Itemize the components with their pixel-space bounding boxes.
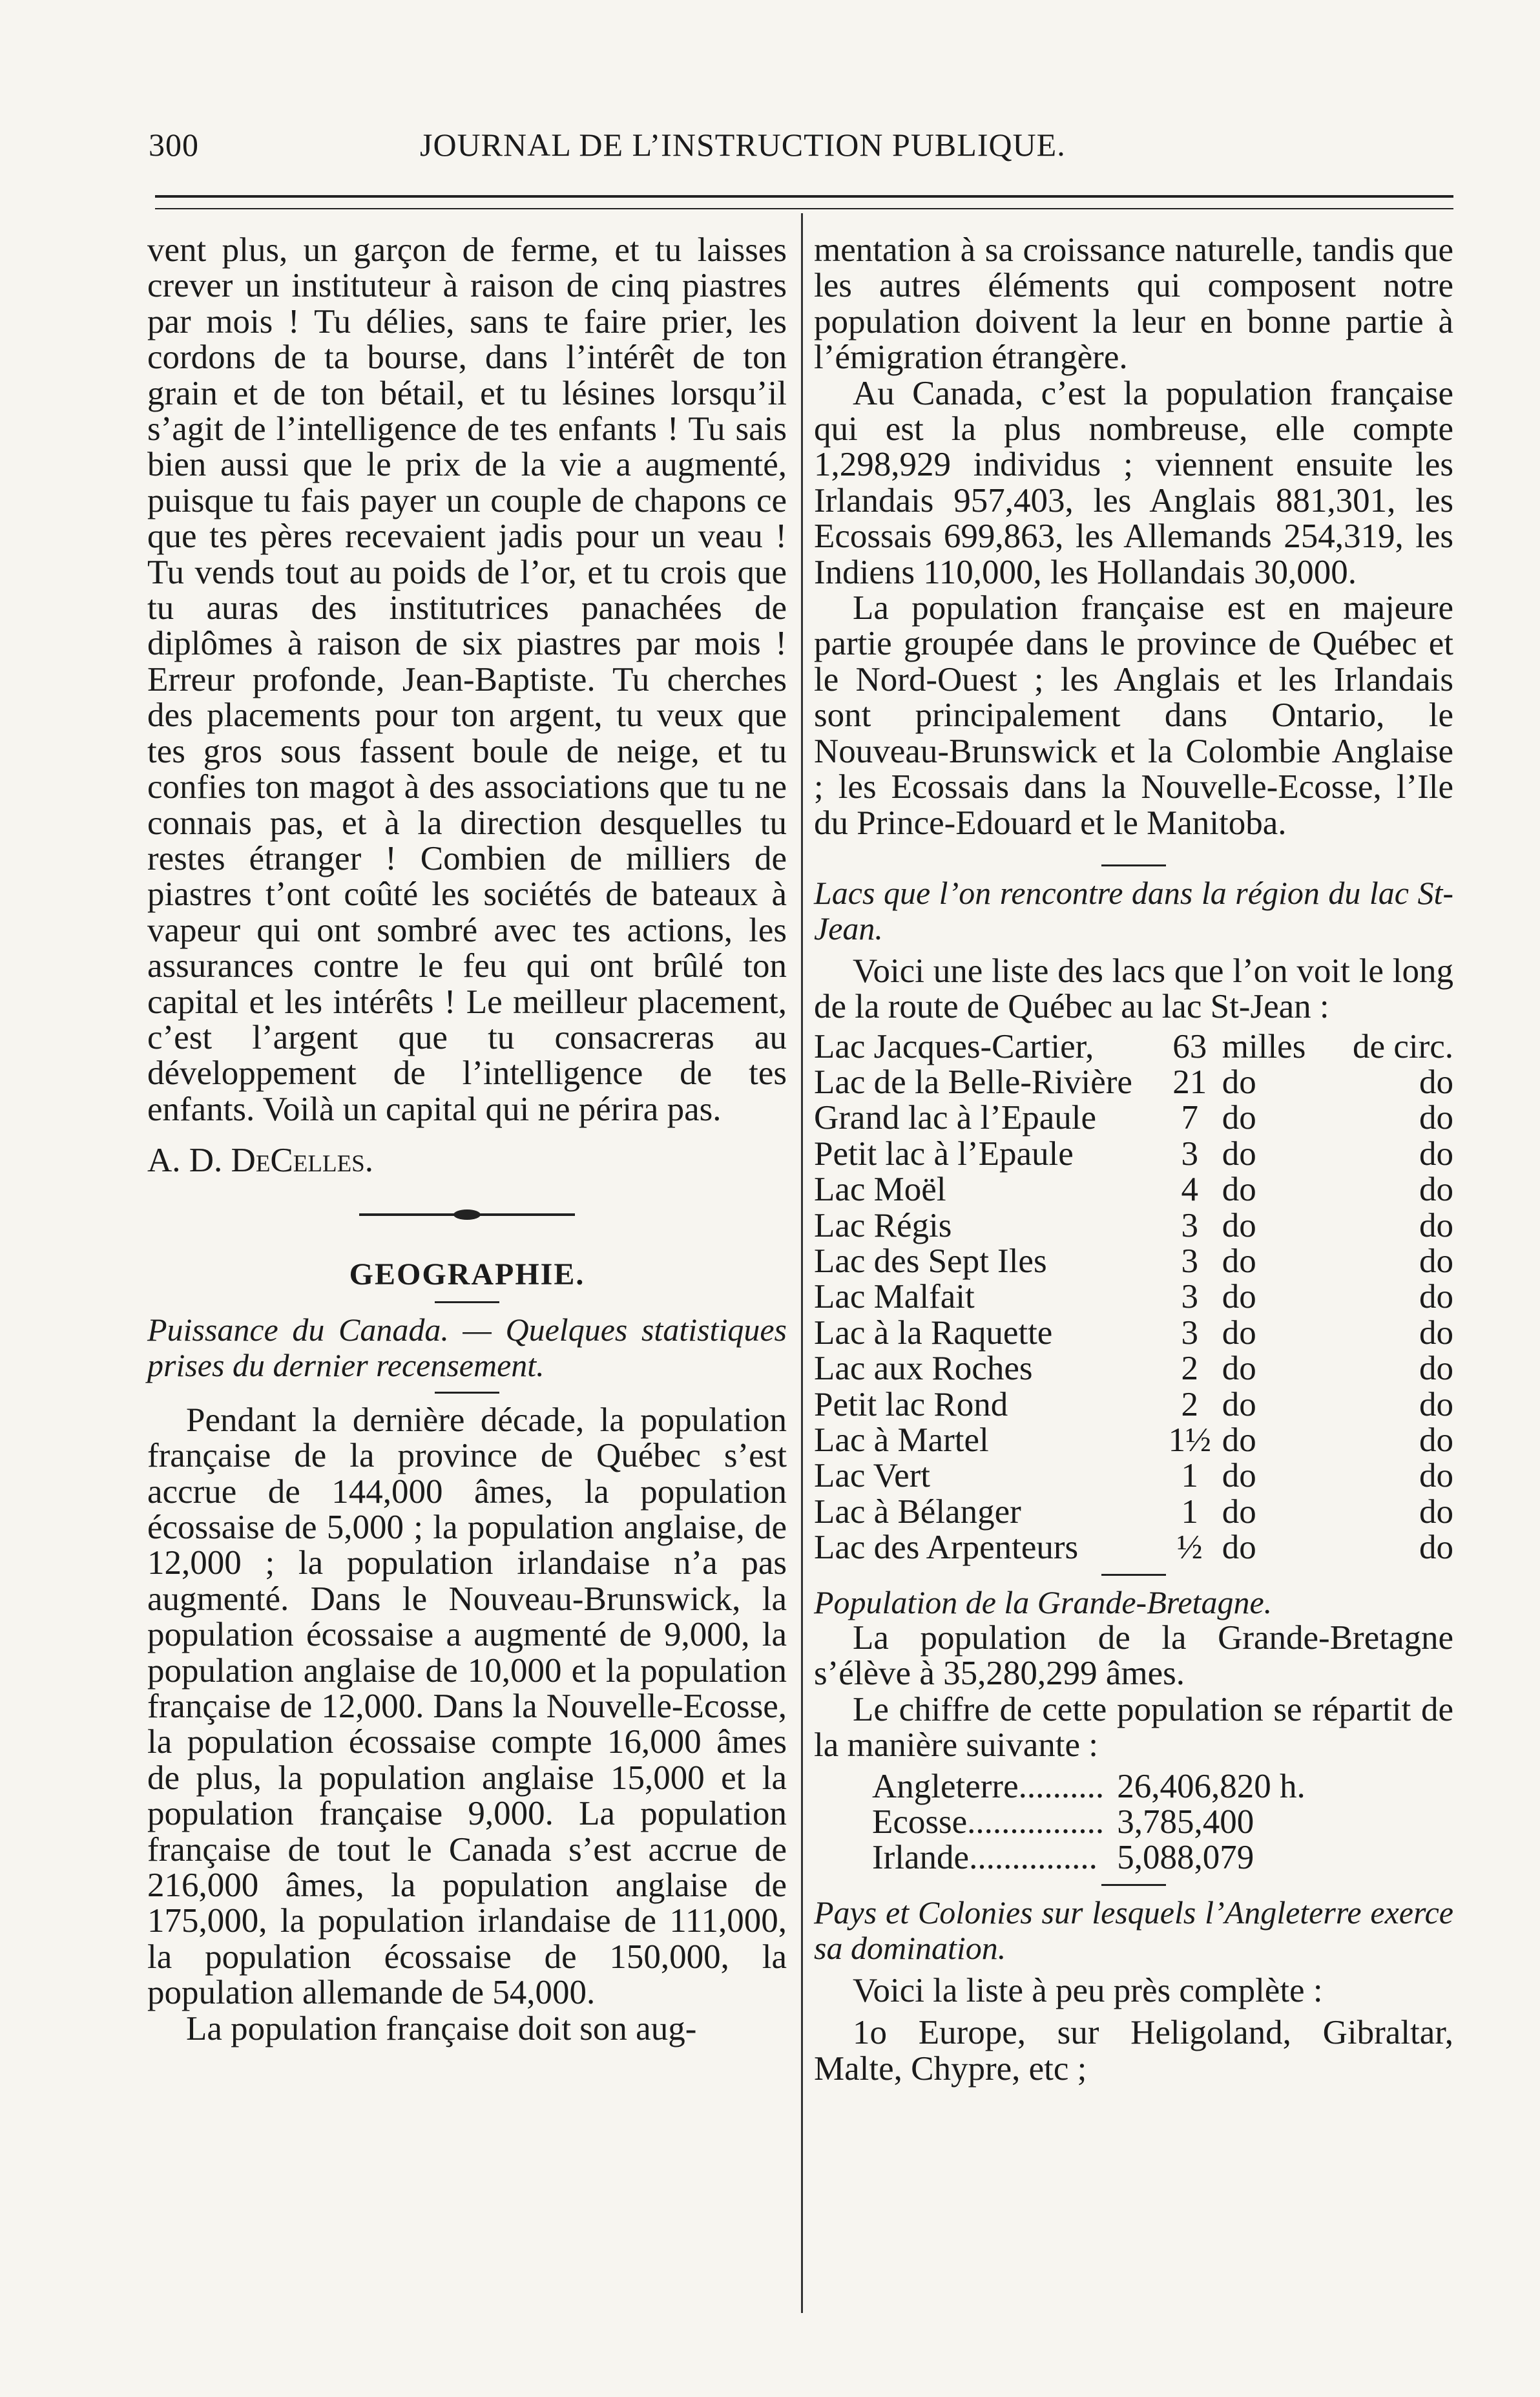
lake-unit: do bbox=[1222, 1385, 1256, 1423]
lake-unit-circ: do bbox=[1419, 1242, 1453, 1280]
closing-paragraph: La population française doit son aug- bbox=[186, 2009, 697, 2047]
lake-row bbox=[814, 1387, 1453, 1423]
lake-unit: do bbox=[1222, 1529, 1256, 1567]
lake-unit: do bbox=[1222, 1063, 1256, 1101]
author-signature: A. D. DeCelles. bbox=[147, 1142, 374, 1180]
lake-miles: 3 bbox=[1181, 1278, 1199, 1316]
lake-unit-circ: do bbox=[1419, 1135, 1453, 1173]
lake-miles: 2 bbox=[1181, 1385, 1199, 1423]
canada-population-paragraph: Au Canada, c’est la population française qui est la plus nombreuse, elle compte 1,298,929 individus ; viennent ensuite les Irlandais 957,403, les Anglais 881,301, les Ecossais 699,863, les Allemands 254,319, les Indiens 110,000, les Hollandais 30,000. bbox=[814, 374, 1453, 591]
lake-unit: do bbox=[1222, 1492, 1256, 1531]
lake-row bbox=[814, 1315, 1453, 1351]
lake-name: Lac à la Raquette bbox=[814, 1314, 1053, 1352]
country-population: 5,088,079 bbox=[1117, 1839, 1254, 1877]
lake-miles: 63 bbox=[1172, 1027, 1207, 1065]
lake-unit: do bbox=[1222, 1421, 1256, 1459]
lake-unit: do bbox=[1222, 1206, 1256, 1244]
colonies-item-1: 1o Europe, sur Heligoland, Gibraltar, Malte, Chypre, etc ; bbox=[814, 2014, 1453, 2088]
column-divider bbox=[801, 213, 803, 2313]
lake-unit-circ: de circ. bbox=[1353, 1027, 1453, 1065]
short-rule bbox=[435, 1392, 499, 1394]
lake-unit-circ: do bbox=[1419, 1278, 1453, 1316]
lake-unit-circ: do bbox=[1419, 1350, 1453, 1388]
lake-name: Petit lac à l’Epaule bbox=[814, 1135, 1074, 1173]
lake-unit-circ: do bbox=[1419, 1385, 1453, 1423]
lake-row bbox=[814, 1494, 1453, 1530]
lake-miles: 3 bbox=[1181, 1206, 1199, 1244]
lake-unit: do bbox=[1222, 1099, 1256, 1137]
lake-name: Lac Moël bbox=[814, 1171, 946, 1209]
lake-miles: 1½ bbox=[1168, 1421, 1211, 1459]
lake-row bbox=[814, 1208, 1453, 1244]
lake-name: Lac à Martel bbox=[814, 1421, 989, 1459]
country-label: Irlande............... bbox=[872, 1839, 1098, 1877]
lake-name: Lac Vert bbox=[814, 1457, 931, 1495]
lake-unit: milles bbox=[1222, 1027, 1306, 1065]
country-population: 26,406,820 h. bbox=[1117, 1767, 1306, 1805]
gb-population-row bbox=[872, 1840, 1306, 1876]
ornament-line-right bbox=[478, 1213, 575, 1216]
lake-row bbox=[814, 1136, 1453, 1172]
lake-name: Lac des Arpenteurs bbox=[814, 1529, 1079, 1567]
gb-title: Population de la Grande-Bretagne. bbox=[814, 1584, 1273, 1620]
intro-paragraph: vent plus, un garçon de ferme, et tu laisses crever un instituteur à raison de cinq piastres par mois ! Tu délies, sans te faire prier, les cordons de ta bourse, dans l’intérêt de ton grain et de ton bétail, et tu lésines lorsqu’il s’agit de l’intelligence de tes enfants ! Tu sais bien aussi que le prix de la vie a augmenté, puisque tu fais payer un couple de chapons ce que tes pères recevaient jadis pour un veau ! Tu vends tout au poids de l’or, et tu crois que tu auras des institutrices panachées de diplômes à raison de six piastres par mois ! Erreur profonde, Jean-Baptiste. Tu cherches des placements pour ton argent, tu veux que tes gros sous fassent boule de neige, et tu confies ton magot à des associations que tu ne connais pas, et à la direction desquelles tu restes étranger ! Combien de milliers de piastres t’ont coûté les sociétés de bateaux à vapeur qui ont sombré avec tes actions, les assurances contre le feu qui ont brûlé ton capital et les intérêts ! Le meilleur placement, c’est l’argent que tu consacreras au développement de l’intelligence de tes enfants. Voilà un capital qui ne périra pas. bbox=[147, 231, 787, 1128]
lake-miles: 4 bbox=[1181, 1171, 1199, 1209]
lake-unit-circ: do bbox=[1419, 1063, 1453, 1101]
continuation-paragraph: mentation à sa croissance naturelle, tandis que les autres éléments qui composent notre population doivent la leur en bonne partie à l’émigration étrangère. bbox=[814, 231, 1453, 377]
country-label: Angleterre.......... bbox=[872, 1767, 1105, 1805]
lake-miles: 1 bbox=[1181, 1457, 1199, 1495]
lake-row bbox=[814, 1458, 1453, 1494]
lake-name: Grand lac à l’Epaule bbox=[814, 1099, 1097, 1137]
lake-row bbox=[814, 1423, 1453, 1458]
lake-name: Lac des Sept Iles bbox=[814, 1242, 1047, 1280]
ornament-diamond bbox=[453, 1209, 481, 1220]
lake-miles: 3 bbox=[1181, 1314, 1199, 1352]
lake-name: Lac à Bélanger bbox=[814, 1492, 1021, 1531]
lakes-title: Lacs que l’on rencontre dans la région du lac St-Jean. bbox=[814, 874, 1453, 947]
lake-row bbox=[814, 1065, 1453, 1100]
lake-row bbox=[814, 1530, 1453, 1565]
short-rule bbox=[1101, 864, 1166, 866]
section-subtitle: Puissance du Canada. — Quelques statistiques prises du dernier recensement. bbox=[147, 1311, 787, 1384]
gb-population-row bbox=[872, 1769, 1306, 1805]
lake-miles: 2 bbox=[1181, 1350, 1199, 1388]
distribution-paragraph: La population française est en majeure partie groupée dans le province de Québec et le Nord-Ouest ; les Anglais et les Irlandais sont principalement dans Ontario, le Nouveau-Brunswick et la Colombie Anglaise ; les Ecossais dans la Nouvelle-Ecosse, l’Ile du Prince-Edouard et le Manitoba. bbox=[814, 589, 1453, 842]
ornament-divider bbox=[147, 1179, 787, 1250]
lake-miles: ½ bbox=[1176, 1529, 1203, 1567]
ornament-line-left bbox=[359, 1213, 456, 1216]
lake-unit: do bbox=[1222, 1314, 1256, 1352]
lake-name: Petit lac Rond bbox=[814, 1385, 1008, 1423]
lake-row bbox=[814, 1172, 1453, 1208]
lake-name: Lac aux Roches bbox=[814, 1350, 1033, 1388]
country-label: Ecosse................ bbox=[872, 1803, 1105, 1841]
lake-unit-circ: do bbox=[1419, 1457, 1453, 1495]
lake-name: Lac Régis bbox=[814, 1206, 952, 1244]
gb-paragraph-2: Le chiffre de cette population se répartit de la manière suivante : bbox=[814, 1690, 1453, 1764]
lake-unit-circ: do bbox=[1419, 1492, 1453, 1531]
gb-paragraph-1: La population de la Grande-Bretagne s’élève à 35,280,299 âmes. bbox=[814, 1619, 1453, 1693]
lake-unit-circ: do bbox=[1419, 1314, 1453, 1352]
gb-population-table bbox=[872, 1769, 1306, 1876]
colonies-title: Pays et Colonies sur lesquels l’Angleterre exerce sa domination. bbox=[814, 1894, 1453, 1967]
lake-unit: do bbox=[1222, 1242, 1256, 1280]
lake-name: Lac Malfait bbox=[814, 1278, 975, 1316]
colonies-intro: Voici la liste à peu près complète : bbox=[853, 1971, 1323, 2009]
left-column bbox=[147, 233, 787, 2047]
country-population: 3,785,400 bbox=[1117, 1803, 1254, 1841]
lake-unit: do bbox=[1222, 1457, 1256, 1495]
page-number: 300 bbox=[149, 127, 199, 163]
short-rule bbox=[435, 1301, 499, 1303]
lakes-intro: Voici une liste des lacs que l’on voit le long de la route de Québec au lac St-Jean : bbox=[814, 952, 1453, 1026]
short-rule bbox=[1101, 1574, 1166, 1576]
lakes-table bbox=[814, 1029, 1453, 1566]
lake-miles: 7 bbox=[1181, 1099, 1199, 1137]
lake-unit: do bbox=[1222, 1171, 1256, 1209]
census-paragraph: Pendant la dernière décade, la population française de la province de Québec s’est accrue de 144,000 âmes, la population écossaise de 5,000 ; la population anglaise, de 12,000 ; la population irlandaise n’a pas augmenté. Dans le Nouveau-Brunswick, la population écossaise a augmenté de 9,000, la population anglaise de 10,000 et la population française de 12,000. Dans la Nouvelle-Ecosse, la population écossaise compte 16,000 âmes de plus, la population anglaise 15,000 et la population française 9,000. La population française de tout le Canada s’est accrue de 216,000 âmes, la population anglaise de 175,000, la population irlandaise de 111,000, la population écossaise de 150,000, la population allemande de 54,000. bbox=[147, 1401, 787, 2012]
lake-unit: do bbox=[1222, 1350, 1256, 1388]
short-rule bbox=[1101, 1884, 1166, 1886]
lake-row bbox=[814, 1244, 1453, 1279]
lake-unit-circ: do bbox=[1419, 1206, 1453, 1244]
lake-row bbox=[814, 1351, 1453, 1387]
lake-miles: 3 bbox=[1181, 1135, 1199, 1173]
lake-row bbox=[814, 1029, 1453, 1065]
lake-unit: do bbox=[1222, 1278, 1256, 1316]
lake-unit-circ: do bbox=[1419, 1099, 1453, 1137]
lake-name: Lac Jacques-Cartier, bbox=[814, 1027, 1094, 1065]
lake-miles: 3 bbox=[1181, 1242, 1199, 1280]
gb-population-row bbox=[872, 1805, 1306, 1840]
lake-unit-circ: do bbox=[1419, 1529, 1453, 1567]
lake-unit-circ: do bbox=[1419, 1171, 1453, 1209]
lake-unit: do bbox=[1222, 1135, 1256, 1173]
journal-title: JOURNAL DE L’INSTRUCTION PUBLIQUE. bbox=[420, 127, 1066, 163]
lake-row bbox=[814, 1279, 1453, 1315]
lake-row bbox=[814, 1100, 1453, 1136]
right-column bbox=[814, 233, 1453, 2087]
section-title: GEOGRAPHIE. bbox=[349, 1257, 585, 1292]
lake-miles: 1 bbox=[1181, 1492, 1199, 1531]
lake-unit-circ: do bbox=[1419, 1421, 1453, 1459]
lake-name: Lac de la Belle-Rivière bbox=[814, 1063, 1132, 1101]
page-header bbox=[149, 126, 1176, 184]
lake-miles: 21 bbox=[1172, 1063, 1207, 1101]
header-rule bbox=[155, 195, 1453, 209]
